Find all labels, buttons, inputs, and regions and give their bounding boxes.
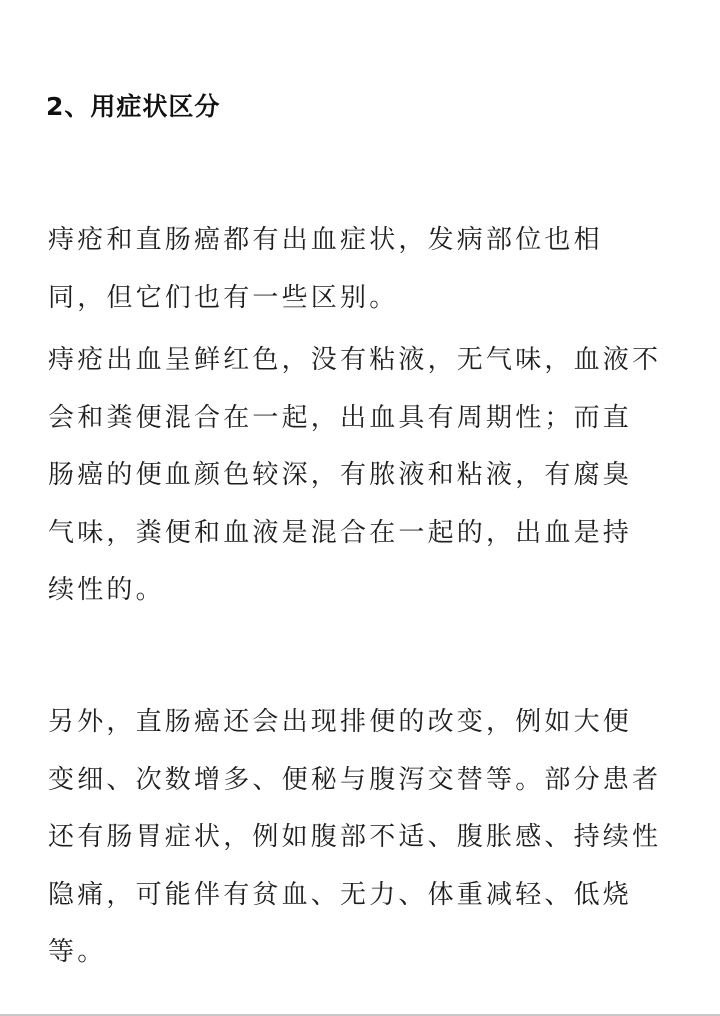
section-heading: 2、用症状区分 (46, 92, 221, 121)
paragraph-line: 另外，直肠癌还会出现排便的改变，例如大便 (48, 707, 633, 737)
paragraph-bleeding-differences (48, 332, 676, 620)
paragraph-line: 还有肠胃症状，例如腹部不适、腹胀感、持续性 (48, 822, 662, 852)
paragraph-line: 痔疮出血呈鲜红色，没有粘液，无气味，血液不 (48, 345, 662, 375)
paragraph-line: 气味，粪便和血液是混合在一起的，出血是持 (48, 517, 633, 548)
paragraph-line: 等。 (48, 937, 107, 967)
paragraph-bleeding-overview (48, 212, 676, 327)
paragraph-line: 变细、次数增多、便秘与腹泻交替等。部分患者 (48, 764, 662, 795)
paragraph-line: 续性的。 (48, 575, 165, 605)
paragraph-line: 隐痛，可能伴有贫血、无力、体重减轻、低烧 (48, 879, 633, 910)
paragraph-line: 肠癌的便血颜色较深，有脓液和粘液，有腐臭 (48, 460, 633, 490)
paragraph-line: 痔疮和直肠癌都有出血症状，发病部位也相 (48, 225, 603, 255)
paragraph-line: 同，但它们也有一些区别。 (48, 282, 399, 313)
paragraph-line: 会和粪便混合在一起，出血具有周期性；而直 (48, 402, 633, 433)
paragraph-other-symptoms (48, 694, 676, 982)
